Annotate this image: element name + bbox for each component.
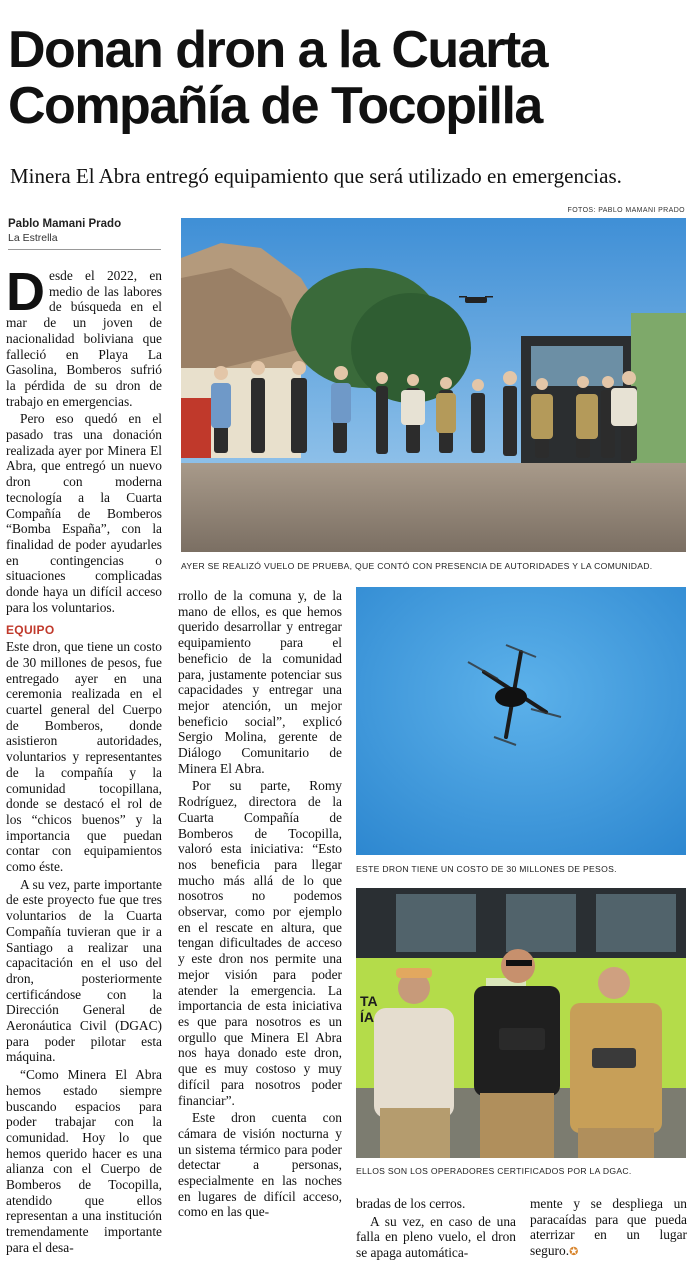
- drone-controller-icon: [499, 1028, 545, 1050]
- photo-caption: ESTE DRON TIENE UN COSTO DE 30 MILLONES DE PESOS.: [356, 864, 617, 874]
- article-column-1: [6, 268, 162, 1274]
- paragraph: Este dron, que tiene un costo de 30 millones de pesos, fue entregado ayer en una ceremonia realizada en el cuartel general del Cuerpo de Bomberos, donde asistieron autoridades, voluntarios y representantes de la compañía y la comunidad tocopillana, donde se destacó el rol de los “chicos buenos” y la importancia que puedan contar con equipamientos como éste.: [6, 639, 162, 875]
- operators-photo: [356, 888, 686, 1158]
- drop-cap: D: [6, 268, 45, 322]
- truck-sign: TA: [360, 993, 378, 1009]
- paragraph: Desde el 2022, en medio de las labores de búsqueda en el mar de un joven de nacionalidad boliviana que falleció en Playa La Gasolina, Bomberos sufrió la pérdida de su dron de trabajo en emergencias.: [6, 268, 162, 409]
- byline-divider: [8, 249, 161, 250]
- photo-credit: FOTOS: PABLO MAMANI PRADO: [567, 207, 685, 214]
- byline: [8, 218, 163, 244]
- photo-caption: AYER SE REALIZÓ VUELO DE PRUEBA, QUE CONTÓ CON PRESENCIA DE AUTORIDADES Y LA COMUNIDAD.: [181, 561, 653, 571]
- paragraph: A su vez, en caso de una falla en pleno vuelo, el dron se apaga automática-: [356, 1213, 516, 1261]
- section-heading: EQUIPO: [6, 623, 55, 638]
- paragraph: Pero eso quedó en el pasado tras una donación realizada ayer por Minera El Abra, que entregó un nuevo dron con moderna tecnología a la Cuarta Compañía de Bomberos “Bomba España”, con la finalidad de poder ayudarles en contingencias o situaciones complicadas donde haya un difícil acceso para los voluntarios.: [6, 411, 162, 615]
- group-photo: [181, 218, 686, 552]
- article-column-2: [178, 588, 342, 1274]
- end-of-article-icon: ✪: [569, 1245, 579, 1259]
- paragraph: Este dron cuenta con cámara de visión nocturna y un sistema térmico para poder detectar a personas, especialmente en las noches en lugares de difícil acceso, como en las que-: [178, 1110, 342, 1220]
- subheadline: Minera El Abra entregó equipamiento que será utilizado en emergencias.: [10, 164, 622, 188]
- paragraph: Por su parte, Romy Rodríguez, directora de la Cuarta Compañía de Bomberos de Tocopilla, valoró esta iniciativa: “Esto nos beneficia para llegar mucho más allá de lo que nosotros no podemos observar, como por ejemplo en el rescate en altura, que tengan dificultades de acceso y este dron nos permite una mejor visión para poder atender la emergencia. La importancia de esta iniciativa es que para nosotros es un orgullo que Minera El Abra nos haya donado este dron, que es muy costoso y muy difícil para nosotros poder financiar”.: [178, 778, 342, 1108]
- paragraph: rrollo de la comuna y, de la mano de ellos, es que hemos querido desarrollar y entregar equipamiento para el beneficio de la comunidad para, justamente potenciar sus capacidades y entregar una mejor atención, un mejor beneficio social”, explicó Sergio Molina, gerente de Diálogo Comunitario de Minera El Abra.: [178, 588, 342, 776]
- paragraph: A su vez, parte importante de este proyecto fue que tres voluntarios de la Cuarta Compañía tuvieran que ir a Santiago a realizar una capacitación en el uso del dron, posteriormente certificándose con la Dirección General de Aeronáutica Civil (DGAC) para poder pilotar esta máquina.: [6, 876, 162, 1065]
- photo-caption: ELLOS SON LOS OPERADORES CERTIFICADOS POR LA DGAC.: [356, 1166, 632, 1176]
- article-column-3: [356, 1196, 516, 1263]
- author-name: Pablo Mamani Prado: [8, 218, 122, 230]
- drone-photo: [356, 587, 686, 855]
- article-column-4: [530, 1196, 687, 1262]
- svg-text:ÍA: ÍA: [360, 1009, 374, 1025]
- paragraph: bradas de los cerros.: [356, 1196, 466, 1211]
- drone-icon: [592, 1048, 636, 1068]
- paragraph: “Como Minera El Abra hemos estado siempre buscando espacios para poder trabajar con la comunidad. Hoy lo que hemos querido hacer es una alianza con el Cuerpo de Bomberos de Tocopilla, atendido que ellos representan a una institución tremendamente importante para el desa-: [6, 1067, 162, 1255]
- author-outlet: La Estrella: [8, 232, 58, 244]
- paragraph: mente y se despliega un paracaídas para que pueda aterrizar en un lugar seguro.✪: [530, 1196, 687, 1259]
- headline: Donan dron a la Cuarta Compañía de Tocopilla: [8, 21, 548, 135]
